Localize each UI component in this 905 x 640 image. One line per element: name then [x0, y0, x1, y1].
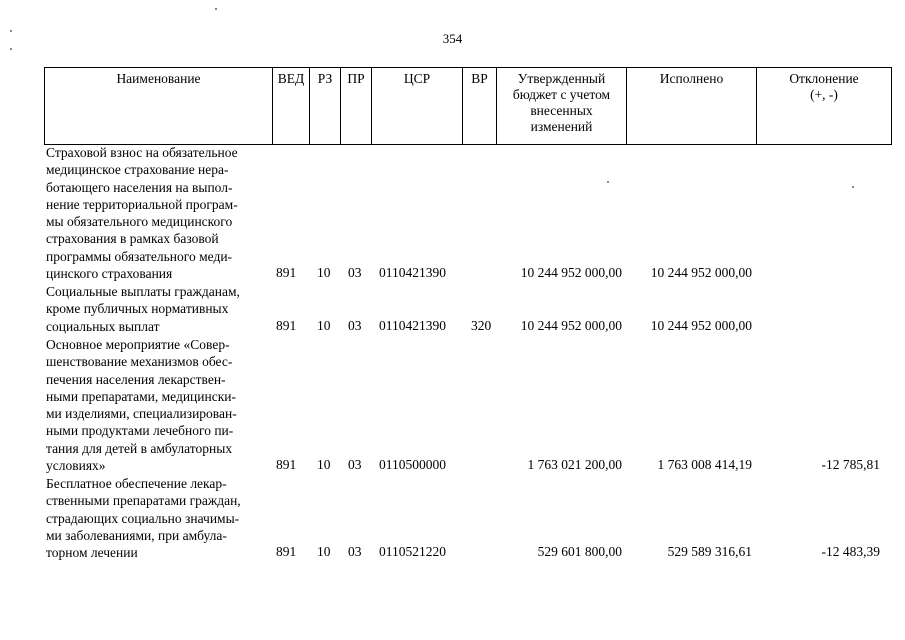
scan-speck	[852, 186, 854, 188]
cell-executed: 10 244 952 000,00	[650, 265, 752, 280]
table-row-name: Социальные выплаты гражданам, кроме публичных нормативных социальных выплат	[46, 284, 240, 334]
cell-budget: 10 244 952 000,00	[520, 265, 622, 280]
page-number: 354	[442, 31, 463, 46]
cell-rz: 10	[317, 265, 331, 280]
cell-ved: 891	[276, 318, 297, 333]
header-rz: РЗ	[310, 68, 341, 145]
header-vr: ВР	[463, 68, 497, 145]
table-row-name: Основное мероприятие «Совер- шенствование механизмов обес- печения населения лекарствен- ными препаратами, медицински- ми изделиями, специализирован- ными продуктами лечебного пи- тания для детей в амбулаторных условиях»	[46, 337, 237, 474]
scan-speck	[10, 48, 12, 50]
cell-executed: 10 244 952 000,00	[650, 318, 752, 333]
cell-pr: 03	[348, 318, 362, 333]
cell-rz: 10	[317, 457, 331, 472]
cell-pr: 03	[348, 544, 362, 559]
cell-budget: 1 763 021 200,00	[527, 457, 622, 472]
cell-csr: 0110421390	[379, 265, 446, 280]
cell-rz: 10	[317, 318, 331, 333]
scan-speck	[215, 8, 217, 10]
scan-speck	[607, 181, 609, 183]
cell-budget: 10 244 952 000,00	[520, 318, 622, 333]
cell-budget: 529 601 800,00	[537, 544, 622, 559]
cell-rz: 10	[317, 544, 331, 559]
header-deviation: Отклонение (+, -)	[757, 68, 892, 145]
cell-csr: 0110421390	[379, 318, 446, 333]
cell-ved: 891	[276, 544, 297, 559]
scan-speck	[10, 30, 12, 32]
header-csr: ЦСР	[372, 68, 463, 145]
cell-csr: 0110521220	[379, 544, 446, 559]
table-row-name: Бесплатное обеспечение лекар- ственными препаратами граждан, страдающих социально значимы- ми заболеваниями, при амбула- торном лечении	[46, 476, 241, 561]
cell-deviation: -12 785,81	[821, 457, 880, 472]
cell-deviation: -12 483,39	[821, 544, 880, 559]
cell-ved: 891	[276, 457, 297, 472]
cell-executed: 1 763 008 414,19	[657, 457, 752, 472]
header-budget: Утвержденный бюджет с учетом внесенных изменений	[497, 68, 627, 145]
table-header	[44, 67, 892, 145]
cell-pr: 03	[348, 457, 362, 472]
header-ved: ВЕД	[273, 68, 310, 145]
header-name: Наименование	[45, 68, 273, 145]
header-pr: ПР	[341, 68, 372, 145]
cell-executed: 529 589 316,61	[667, 544, 752, 559]
header-executed: Исполнено	[627, 68, 757, 145]
cell-csr: 0110500000	[379, 457, 446, 472]
cell-vr: 320	[471, 318, 492, 333]
table-row-name: Страховой взнос на обязательное медицинское страхование нера- ботающего населения на выпол- нение территориальной програм- мы обязательного медицинского страхования в рамках базовой программы обязательного меди- цинского страхования	[46, 145, 238, 282]
cell-ved: 891	[276, 265, 297, 280]
cell-pr: 03	[348, 265, 362, 280]
